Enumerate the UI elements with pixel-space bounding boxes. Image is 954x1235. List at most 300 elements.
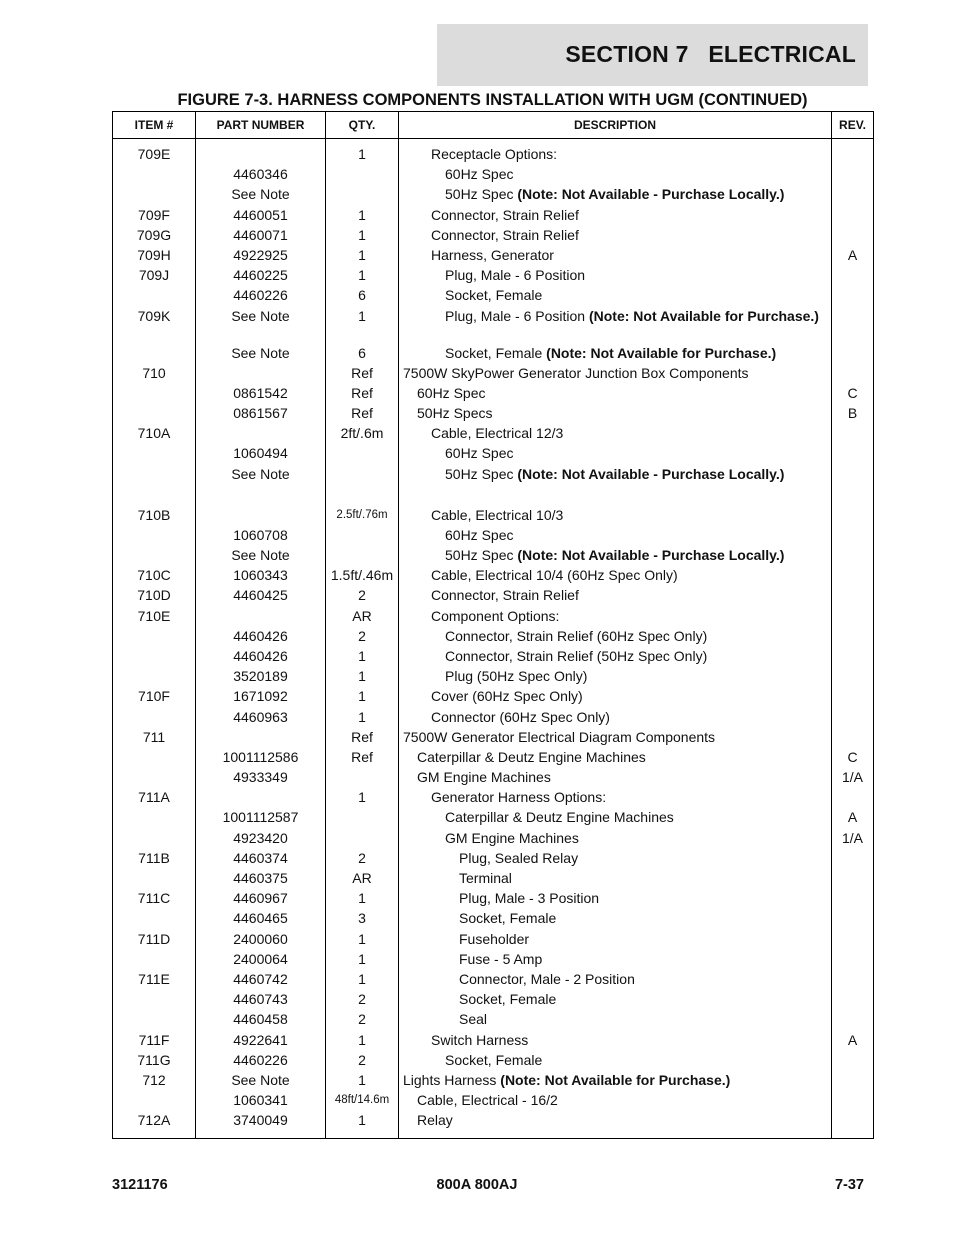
cell-item xyxy=(113,829,195,849)
description-text: Plug, Male - 6 Position xyxy=(445,267,586,284)
cell-part: 4460967 xyxy=(233,890,288,907)
description-text: Plug, Sealed Relay xyxy=(459,849,579,866)
cell-qty: 1 xyxy=(358,708,366,725)
cell-item xyxy=(113,286,195,306)
cell-qty: 48ft/14.6m xyxy=(334,1094,390,1107)
cell-description xyxy=(399,607,831,627)
cell-item: 711E xyxy=(138,970,170,987)
description-text: Switch Harness xyxy=(431,1031,529,1048)
cell-rev xyxy=(832,286,873,306)
cell-part: See Note xyxy=(231,344,290,361)
cell-part xyxy=(196,364,325,384)
cell-rev: 1/A xyxy=(841,829,863,846)
description-text: Harness, Generator xyxy=(431,246,554,263)
cell-description xyxy=(399,687,831,707)
cell-description xyxy=(399,586,831,606)
cell-description xyxy=(399,930,831,950)
cell-qty: 6 xyxy=(358,287,366,304)
cell-description xyxy=(399,546,831,566)
cell-part: 1001112587 xyxy=(222,809,299,826)
cell-description xyxy=(399,165,831,185)
cell-item xyxy=(113,808,195,828)
description-text: GM Engine Machines xyxy=(445,829,579,846)
cell-qty xyxy=(326,829,398,849)
cell-description xyxy=(399,788,831,808)
description-text: Caterpillar & Deutz Engine Machines xyxy=(417,748,646,765)
cell-part xyxy=(196,728,325,748)
cell-item xyxy=(113,909,195,929)
cell-rev xyxy=(832,206,873,226)
cell-description xyxy=(399,708,831,728)
cell-description xyxy=(399,748,831,768)
cell-item xyxy=(113,165,195,185)
cell-item: 711B xyxy=(138,849,170,866)
cell-item: 710E xyxy=(137,607,171,624)
cell-qty: Ref xyxy=(351,405,373,422)
section-header xyxy=(437,24,868,86)
cell-item: 709H xyxy=(137,246,171,263)
cell-description xyxy=(399,364,831,384)
cell-part xyxy=(196,145,325,165)
cell-rev xyxy=(832,226,873,246)
figure-title: FIGURE 7-3. HARNESS COMPONENTS INSTALLATION WITH UGM (CONTINUED) xyxy=(177,91,808,109)
cell-description xyxy=(399,829,831,849)
cell-description xyxy=(399,990,831,1010)
cell-rev: C xyxy=(847,748,858,765)
cell-rev xyxy=(832,364,873,384)
column-header-part-number: PART NUMBER xyxy=(196,112,326,139)
cell-description xyxy=(399,1091,831,1111)
description-text: Cable, Electrical - 16/2 xyxy=(417,1092,558,1109)
cell-item xyxy=(113,465,195,506)
cell-item: 711D xyxy=(137,930,171,947)
cell-qty: 1 xyxy=(358,789,366,806)
cell-qty: 2 xyxy=(358,991,366,1008)
cell-part: 3520189 xyxy=(233,668,288,685)
cell-part: 4922925 xyxy=(233,246,288,263)
cell-part: 4460071 xyxy=(233,226,288,243)
description-text: 7500W SkyPower Generator Junction Box Components xyxy=(403,364,749,381)
cell-part: 4460743 xyxy=(233,991,288,1008)
description-text: 60Hz Spec xyxy=(445,166,514,183)
cell-rev: A xyxy=(847,1031,858,1048)
cell-qty: AR xyxy=(352,870,372,886)
parts-table xyxy=(112,111,874,1139)
cell-item: 709K xyxy=(137,307,171,324)
cell-item: 711 xyxy=(142,728,166,745)
cell-description xyxy=(399,1071,831,1091)
cell-part: 1001112586 xyxy=(222,748,299,765)
cell-qty: Ref xyxy=(351,728,373,745)
cell-part: 4460375 xyxy=(233,870,288,886)
cell-qty: 1 xyxy=(358,246,366,263)
description-note: (Note: Not Available for Purchase.) xyxy=(588,307,819,324)
cell-description xyxy=(399,286,831,306)
cell-description xyxy=(399,627,831,647)
description-text: Plug, Male - 6 Position xyxy=(445,307,589,324)
cell-item xyxy=(113,185,195,205)
cell-rev xyxy=(832,869,873,889)
cell-item xyxy=(113,708,195,728)
cell-item xyxy=(113,404,195,424)
cell-part: See Note xyxy=(231,465,290,482)
cell-qty: 1 xyxy=(358,307,366,324)
cell-item: 710 xyxy=(142,364,166,381)
cell-part: 4460742 xyxy=(233,970,288,987)
cell-item xyxy=(113,1010,195,1030)
cell-rev: A xyxy=(847,246,858,263)
cell-part: 4460226 xyxy=(233,287,288,304)
cell-part: 1060341 xyxy=(233,1092,288,1109)
cell-qty: 1 xyxy=(358,226,366,243)
description-text: Plug, Male - 3 Position xyxy=(459,890,600,907)
description-text: Caterpillar & Deutz Engine Machines xyxy=(445,809,674,826)
cell-part: 4460226 xyxy=(233,1051,288,1068)
cell-rev xyxy=(832,1010,873,1030)
cell-qty: 1 xyxy=(358,890,366,907)
section-title: SECTION 7 ELECTRICAL xyxy=(565,41,856,67)
cell-rev xyxy=(832,344,873,364)
cell-qty: Ref xyxy=(351,384,373,401)
cell-rev xyxy=(832,266,873,286)
cell-rev: B xyxy=(847,405,858,422)
cell-qty xyxy=(326,185,398,205)
cell-rev xyxy=(832,930,873,950)
description-text: 50Hz Specs xyxy=(417,405,493,422)
cell-part: 1060343 xyxy=(233,567,288,584)
cell-part: 4922641 xyxy=(233,1031,288,1048)
description-note: (Note: Not Available - Purchase Locally.) xyxy=(517,547,785,563)
cell-rev xyxy=(832,788,873,808)
description-text: 60Hz Spec xyxy=(445,445,514,462)
column-header-description: DESCRIPTION xyxy=(399,112,832,139)
description-text: Socket, Female xyxy=(459,991,557,1008)
description-text: Connector, Strain Relief xyxy=(431,587,579,604)
cell-rev xyxy=(832,889,873,909)
cell-description xyxy=(399,266,831,286)
cell-description xyxy=(399,246,831,266)
cell-rev xyxy=(832,909,873,929)
description-text: Socket, Female xyxy=(459,910,557,927)
cell-description xyxy=(399,384,831,404)
cell-item xyxy=(113,627,195,647)
cell-item: 712 xyxy=(142,1071,166,1088)
cell-description xyxy=(399,1031,831,1051)
cell-item xyxy=(113,768,195,788)
description-text: 50Hz Spec xyxy=(445,186,518,203)
cell-qty: 2 xyxy=(358,849,366,866)
cell-item xyxy=(113,526,195,546)
cell-item xyxy=(113,748,195,768)
cell-qty xyxy=(326,444,398,464)
cell-rev xyxy=(832,506,873,526)
cell-qty: 1 xyxy=(358,647,366,664)
cell-part: See Note xyxy=(231,307,290,324)
cell-item: 711F xyxy=(138,1031,170,1048)
cell-rev xyxy=(832,145,873,165)
part-number-column xyxy=(196,139,326,1139)
description-text: Terminal xyxy=(459,870,512,886)
cell-part: 4460426 xyxy=(233,627,288,644)
cell-item: 710A xyxy=(137,425,171,442)
cell-qty: 1 xyxy=(358,1031,366,1048)
cell-item: 711A xyxy=(138,789,170,806)
cell-part: 4923420 xyxy=(233,829,288,846)
cell-rev xyxy=(832,444,873,464)
cell-description xyxy=(399,889,831,909)
description-text: 60Hz Spec xyxy=(417,384,486,401)
description-note: (Note: Not Available - Purchase Locally.) xyxy=(517,465,785,482)
description-text: Receptacle Options: xyxy=(431,146,558,162)
cell-rev: A xyxy=(847,809,858,826)
description-text: Component Options: xyxy=(431,607,560,624)
cell-description xyxy=(399,1010,831,1030)
cell-part: See Note xyxy=(231,1071,290,1088)
description-text: Cover (60Hz Spec Only) xyxy=(431,688,583,705)
cell-item: 712A xyxy=(137,1112,171,1129)
cell-description xyxy=(399,970,831,990)
cell-description xyxy=(399,206,831,226)
cell-rev xyxy=(832,185,873,205)
cell-part: 4460458 xyxy=(233,1011,288,1028)
rev-column xyxy=(832,139,874,1139)
cell-qty: Ref xyxy=(351,748,373,765)
cell-rev: 1/A xyxy=(841,769,863,786)
cell-qty: 2 xyxy=(358,587,366,604)
description-text: Connector (60Hz Spec Only) xyxy=(431,708,610,725)
cell-rev xyxy=(832,307,873,344)
description-text: Relay xyxy=(417,1112,453,1129)
column-header-qty: QTY. xyxy=(326,112,399,139)
cell-item xyxy=(113,950,195,970)
cell-item: 710D xyxy=(137,587,171,604)
cell-qty: Ref xyxy=(351,364,373,381)
cell-description xyxy=(399,909,831,929)
qty-column xyxy=(326,139,399,1139)
cell-item: 709E xyxy=(137,146,171,162)
cell-qty: 2 xyxy=(358,1011,366,1028)
cell-rev xyxy=(832,627,873,647)
cell-item: 711G xyxy=(137,1051,171,1068)
cell-rev xyxy=(832,546,873,566)
cell-item: 711C xyxy=(137,890,171,907)
cell-description xyxy=(399,566,831,586)
cell-description xyxy=(399,950,831,970)
cell-qty: 1.5ft/.46m xyxy=(330,567,394,584)
cell-qty: 1 xyxy=(358,1112,366,1129)
cell-qty: 2.5ft/.76m xyxy=(336,508,388,521)
description-text: Connector, Strain Relief (50Hz Spec Only) xyxy=(445,647,708,664)
description-text: Connector, Strain Relief (60Hz Spec Only) xyxy=(445,627,708,644)
description-text: Cable, Electrical 12/3 xyxy=(431,425,564,442)
cell-qty: 1 xyxy=(358,930,366,947)
cell-description xyxy=(399,728,831,748)
cell-part: 1671092 xyxy=(233,688,288,705)
cell-rev xyxy=(832,465,873,506)
cell-item xyxy=(113,647,195,667)
cell-item: 709G xyxy=(136,226,172,243)
cell-qty: 1 xyxy=(358,970,366,987)
cell-part: 2400064 xyxy=(233,950,288,967)
cell-part: 4933349 xyxy=(233,769,288,786)
cell-part xyxy=(196,607,325,627)
description-text: Lights Harness xyxy=(403,1071,501,1088)
description-text: Seal xyxy=(459,1011,488,1028)
cell-part: 0861567 xyxy=(233,405,288,422)
cell-part: 2400060 xyxy=(233,930,288,947)
description-text: Connector, Male - 2 Position xyxy=(459,970,635,987)
cell-item: 709F xyxy=(138,206,170,223)
cell-rev xyxy=(832,728,873,748)
cell-description xyxy=(399,465,831,506)
cell-part xyxy=(196,788,325,808)
cell-description xyxy=(399,506,831,526)
cell-rev xyxy=(832,647,873,667)
cell-rev xyxy=(832,667,873,687)
cell-part: 4460465 xyxy=(233,910,288,927)
item-column xyxy=(113,139,196,1139)
table-header-row xyxy=(113,112,874,139)
cell-qty: 2 xyxy=(358,1051,366,1068)
cell-part: See Note xyxy=(231,186,290,203)
cell-part: 1060708 xyxy=(233,526,288,543)
cell-part xyxy=(196,424,325,444)
cell-part: 4460346 xyxy=(233,166,288,183)
cell-item xyxy=(113,546,195,566)
cell-part: 4460374 xyxy=(233,849,288,866)
cell-item: 710B xyxy=(137,506,171,523)
cell-item: 709J xyxy=(138,267,170,284)
cell-part: 4460425 xyxy=(233,587,288,604)
cell-rev xyxy=(832,1111,873,1131)
cell-item xyxy=(113,869,195,889)
cell-part: 3740049 xyxy=(233,1112,288,1129)
description-note: (Note: Not Available for Purchase.) xyxy=(500,1071,731,1088)
cell-qty: 2ft/.6m xyxy=(340,425,384,442)
cell-description xyxy=(399,526,831,546)
description-text: Connector, Strain Relief xyxy=(431,206,579,223)
cell-part: 0861542 xyxy=(233,384,288,401)
description-text: Cable, Electrical 10/4 (60Hz Spec Only) xyxy=(431,567,678,584)
description-text: 50Hz Spec xyxy=(445,465,518,482)
footer-doc-number: 3121176 xyxy=(112,1177,168,1193)
cell-part xyxy=(196,506,325,526)
cell-rev xyxy=(832,424,873,444)
cell-qty: 1 xyxy=(358,950,366,967)
cell-item xyxy=(113,384,195,404)
cell-qty: 6 xyxy=(358,344,366,361)
cell-qty: 1 xyxy=(358,146,366,162)
description-text: Plug (50Hz Spec Only) xyxy=(445,668,588,685)
cell-rev xyxy=(832,708,873,728)
cell-rev: C xyxy=(847,384,858,401)
cell-rev xyxy=(832,1091,873,1111)
cell-rev xyxy=(832,566,873,586)
description-text: 7500W Generator Electrical Diagram Components xyxy=(403,728,716,745)
description-text: Fuseholder xyxy=(459,930,530,947)
cell-item xyxy=(113,1091,195,1111)
description-text: 60Hz Spec xyxy=(445,526,514,543)
cell-description xyxy=(399,647,831,667)
cell-part: 1060494 xyxy=(233,445,288,462)
cell-part: See Note xyxy=(231,547,290,563)
cell-qty: AR xyxy=(352,607,372,624)
cell-item xyxy=(113,667,195,687)
cell-qty: 2 xyxy=(358,627,366,644)
cell-qty xyxy=(326,526,398,546)
cell-rev xyxy=(832,970,873,990)
description-text: Cable, Electrical 10/3 xyxy=(431,506,564,523)
cell-description xyxy=(399,444,831,464)
cell-rev xyxy=(832,950,873,970)
cell-part: 4460051 xyxy=(233,206,288,223)
cell-item: 710C xyxy=(137,567,171,584)
cell-item: 710F xyxy=(138,688,170,705)
cell-rev xyxy=(832,687,873,707)
description-text: Generator Harness Options: xyxy=(431,789,607,806)
cell-description xyxy=(399,1051,831,1071)
cell-rev xyxy=(832,849,873,869)
footer-page-number: 7-37 xyxy=(834,1177,864,1193)
cell-rev xyxy=(832,990,873,1010)
cell-description xyxy=(399,307,831,344)
cell-rev xyxy=(832,1071,873,1091)
table-body-row xyxy=(113,139,874,1139)
cell-qty xyxy=(326,546,398,566)
cell-description xyxy=(399,226,831,246)
description-note: (Note: Not Available for Purchase.) xyxy=(546,344,777,361)
description-text: Connector, Strain Relief xyxy=(431,226,579,243)
cell-description xyxy=(399,145,831,165)
cell-description xyxy=(399,424,831,444)
cell-description xyxy=(399,849,831,869)
cell-description xyxy=(399,1111,831,1131)
cell-description xyxy=(399,808,831,828)
cell-rev xyxy=(832,607,873,627)
cell-rev xyxy=(832,526,873,546)
cell-qty: 1 xyxy=(358,1071,366,1088)
cell-qty: 1 xyxy=(358,668,366,685)
cell-qty xyxy=(326,165,398,185)
description-text: Fuse - 5 Amp xyxy=(459,950,543,967)
cell-rev xyxy=(832,1051,873,1071)
description-text: Socket, Female xyxy=(445,287,543,304)
description-text: 50Hz Spec xyxy=(445,547,518,563)
column-header-item: ITEM # xyxy=(113,112,196,139)
description-text: Socket, Female xyxy=(445,344,547,361)
cell-description xyxy=(399,404,831,424)
cell-qty: 1 xyxy=(358,267,366,284)
cell-item xyxy=(113,344,195,364)
cell-description xyxy=(399,768,831,788)
cell-item xyxy=(113,990,195,1010)
cell-description xyxy=(399,667,831,687)
cell-qty xyxy=(326,465,398,506)
cell-qty: 1 xyxy=(358,688,366,705)
cell-item xyxy=(113,444,195,464)
cell-part: 4460963 xyxy=(233,708,288,725)
column-header-rev: REV. xyxy=(832,112,874,139)
cell-description xyxy=(399,344,831,364)
cell-qty: 3 xyxy=(358,910,366,927)
description-column xyxy=(399,139,832,1139)
cell-part: 4460426 xyxy=(233,647,288,664)
description-text: Socket, Female xyxy=(445,1051,543,1068)
cell-description xyxy=(399,185,831,205)
footer-model: 800A 800AJ xyxy=(436,1177,518,1193)
cell-rev xyxy=(832,586,873,606)
description-note: (Note: Not Available - Purchase Locally.) xyxy=(517,186,785,203)
